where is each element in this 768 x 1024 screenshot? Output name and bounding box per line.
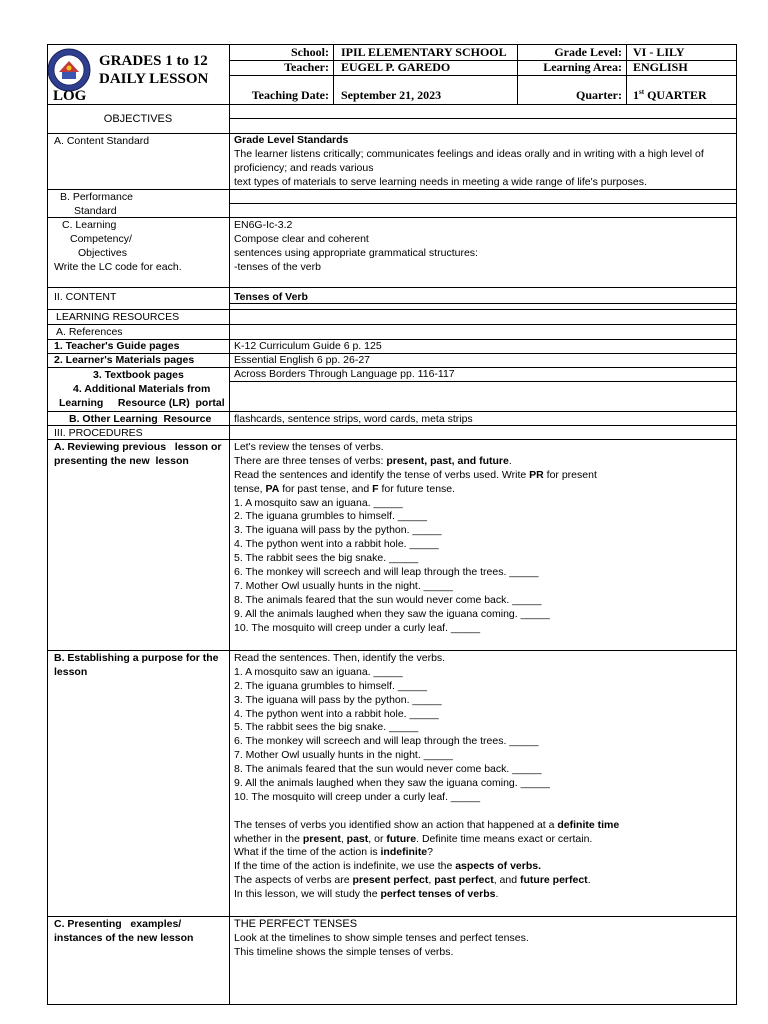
learners-materials-label: 2. Learner's Materials pages xyxy=(54,354,195,366)
teaching-date-label: Teaching Date: xyxy=(251,88,329,102)
presenting-line: Look at the timelines to show simple tenses and perfect tenses. xyxy=(234,931,529,944)
exercise-sentence: 5. The rabbit sees the big snake. _____ xyxy=(234,721,419,734)
form-title-line1: GRADES 1 to 12 xyxy=(99,53,208,69)
exercise-sentence: 9. All the animals laughed when they saw the iguana coming. _____ xyxy=(234,607,550,620)
content-standard-line: The learner listens critically; communicates feelings and ideas orally and in writing with a high level of xyxy=(234,147,704,160)
exercise-sentence: 6. The monkey will screech and will leap through the trees. _____ xyxy=(234,735,539,748)
content-standard-label: A. Content Standard xyxy=(54,135,150,147)
reviewing-lesson-label xyxy=(54,441,221,469)
teacher-label: Teacher: xyxy=(284,60,329,74)
teacher-value: EUGEL P. GAREDO xyxy=(341,60,451,74)
presenting-examples-label xyxy=(54,918,193,946)
spacer-line xyxy=(234,805,619,819)
competency-label-line: Competency/ xyxy=(70,232,132,245)
performance-label-line: B. Performance xyxy=(60,191,133,203)
reviewing-label-line: presenting the new lesson xyxy=(54,454,189,467)
exercise-sentence: 8. The animals feared that the sun would never come back. _____ xyxy=(234,593,542,606)
exercise-sentence: 2. The iguana grumbles to himself. _____ xyxy=(234,679,428,692)
competency-label xyxy=(54,219,182,275)
purpose-paragraph-line: whether in the present, past, or future. Definite time means exact or certain. xyxy=(234,832,593,845)
competency-label-line: Objectives xyxy=(78,246,128,259)
competency-line: Compose clear and coherent xyxy=(234,232,369,245)
grade-level-label: Grade Level: xyxy=(554,45,622,59)
content-value: Tenses of Verb xyxy=(234,291,308,303)
competency-label-line: Write the LC code for each. xyxy=(54,260,182,273)
review-intro: Let's review the tenses of verbs. xyxy=(234,441,384,453)
exercise-sentence: 1. A mosquito saw an iguana. _____ xyxy=(234,496,403,509)
competency-line: -tenses of the verb xyxy=(234,260,321,273)
presenting-label-line: C. Presenting examples/ xyxy=(54,918,182,930)
exercise-sentence: 4. The python went into a rabbit hole. _____ xyxy=(234,538,439,551)
content-standard-cell xyxy=(234,134,704,190)
lc-code: EN6G-Ic-3.2 xyxy=(234,219,293,231)
establishing-purpose-label xyxy=(54,652,219,680)
content-standard-line: text types of materials to serve learning needs in meeting a wide range of life's purposes. xyxy=(234,175,647,188)
additional-materials-label xyxy=(59,383,225,411)
competency-label-line: C. Learning xyxy=(62,219,117,231)
exercise-sentence: 1. A mosquito saw an iguana. _____ xyxy=(234,665,403,678)
exercise-sentence: 4. The python went into a rabbit hole. _____ xyxy=(234,707,439,720)
presenting-line: This timeline shows the simple tenses of verbs. xyxy=(234,945,454,958)
exercise-sentence: 3. The iguana will pass by the python. _____ xyxy=(234,524,442,537)
review-instruction-line: tense, PA for past tense, and F for future tense. xyxy=(234,482,456,495)
procedures-heading: III. PROCEDURES xyxy=(54,427,143,439)
teaching-date-value: September 21, 2023 xyxy=(341,88,442,102)
learners-materials-value: Essential English 6 pp. 26-27 xyxy=(234,354,371,366)
quarter-value: 1st QUARTER xyxy=(633,88,707,102)
performance-standard-label xyxy=(60,191,133,219)
exercise-sentence: 7. Mother Owl usually hunts in the night. _____ xyxy=(234,579,453,592)
school-label: School: xyxy=(290,45,329,59)
additional-materials-line: Learning Resource (LR) portal xyxy=(59,396,225,409)
exercise-sentence: 10. The mosquito will creep under a curly leaf. _____ xyxy=(234,790,481,803)
exercise-sentence: 5. The rabbit sees the big snake. _____ xyxy=(234,552,419,565)
exercise-sentence: 10. The mosquito will creep under a curly leaf. _____ xyxy=(234,621,481,634)
learning-resources-heading: LEARNING RESOURCES xyxy=(56,311,180,323)
form-title-line2: DAILY LESSON xyxy=(99,71,209,87)
content-label: II. CONTENT xyxy=(54,291,117,303)
purpose-paragraph-line: In this lesson, we will study the perfect tenses of verbs. xyxy=(234,888,499,901)
reviewing-lesson-cell xyxy=(234,441,597,635)
purpose-label-line: B. Establishing a purpose for the xyxy=(54,652,219,664)
other-resources-value: flashcards, sentence strips, word cards, meta strips xyxy=(234,413,473,425)
additional-materials-line: 4. Additional Materials from xyxy=(73,383,211,395)
presenting-label-line: instances of the new lesson xyxy=(54,931,194,944)
content-standard-line: proficiency; and reads various xyxy=(234,161,374,174)
other-resources-label: B. Other Learning Resource xyxy=(69,413,212,425)
performance-label-line: Standard xyxy=(74,204,117,217)
perfect-tenses-heading: THE PERFECT TENSES xyxy=(234,918,358,930)
exercise-sentence: 2. The iguana grumbles to himself. _____ xyxy=(234,510,428,523)
form-title-line3: LOG xyxy=(53,88,87,104)
school-value: IPIL ELEMENTARY SCHOOL xyxy=(341,45,507,59)
learning-area-label: Learning Area: xyxy=(543,60,622,74)
learning-area-value: ENGLISH xyxy=(633,60,688,74)
purpose-paragraph-line: The tenses of verbs you identified show an action that happened at a definite time xyxy=(234,818,620,831)
reviewing-label-line: A. Reviewing previous lesson or xyxy=(54,441,222,453)
purpose-paragraph-line: What if the time of the action is indefinite? xyxy=(234,846,433,859)
competency-cell xyxy=(234,219,478,275)
references-label: A. References xyxy=(56,326,123,338)
review-tenses-line: There are three tenses of verbs: present, past, and future. xyxy=(234,454,512,467)
teachers-guide-label: 1. Teacher's Guide pages xyxy=(54,340,180,352)
teachers-guide-value: K-12 Curriculum Guide 6 p. 125 xyxy=(234,340,382,352)
textbook-value: Across Borders Through Language pp. 116-117 xyxy=(234,368,455,380)
review-instruction-line: Read the sentences and identify the tense of verbs used. Write PR for present xyxy=(234,468,597,481)
quarter-label: Quarter: xyxy=(576,88,622,102)
purpose-paragraph-line: The aspects of verbs are present perfect, past perfect, and future perfect. xyxy=(234,874,591,887)
exercise-sentence: 7. Mother Owl usually hunts in the night. _____ xyxy=(234,749,453,762)
purpose-intro: Read the sentences. Then, identify the verbs. xyxy=(234,652,446,664)
establishing-purpose-cell xyxy=(234,652,619,902)
presenting-examples-cell xyxy=(234,918,529,960)
content-standard-heading: Grade Level Standards xyxy=(234,134,349,146)
competency-line: sentences using appropriate grammatical structures: xyxy=(234,246,478,259)
objectives-heading: OBJECTIVES xyxy=(103,113,173,125)
exercise-sentence: 9. All the animals laughed when they saw the iguana coming. _____ xyxy=(234,777,550,790)
exercise-sentence: 6. The monkey will screech and will leap through the trees. _____ xyxy=(234,566,539,579)
exercise-sentence: 8. The animals feared that the sun would never come back. _____ xyxy=(234,763,542,776)
purpose-label-line: lesson xyxy=(54,665,88,678)
grade-level-value: VI - LILY xyxy=(633,45,685,59)
exercise-sentence: 3. The iguana will pass by the python. _____ xyxy=(234,693,442,706)
purpose-paragraph-line: If the time of the action is indefinite, we use the aspects of verbs. xyxy=(234,860,542,873)
textbook-label: 3. Textbook pages xyxy=(93,369,184,381)
